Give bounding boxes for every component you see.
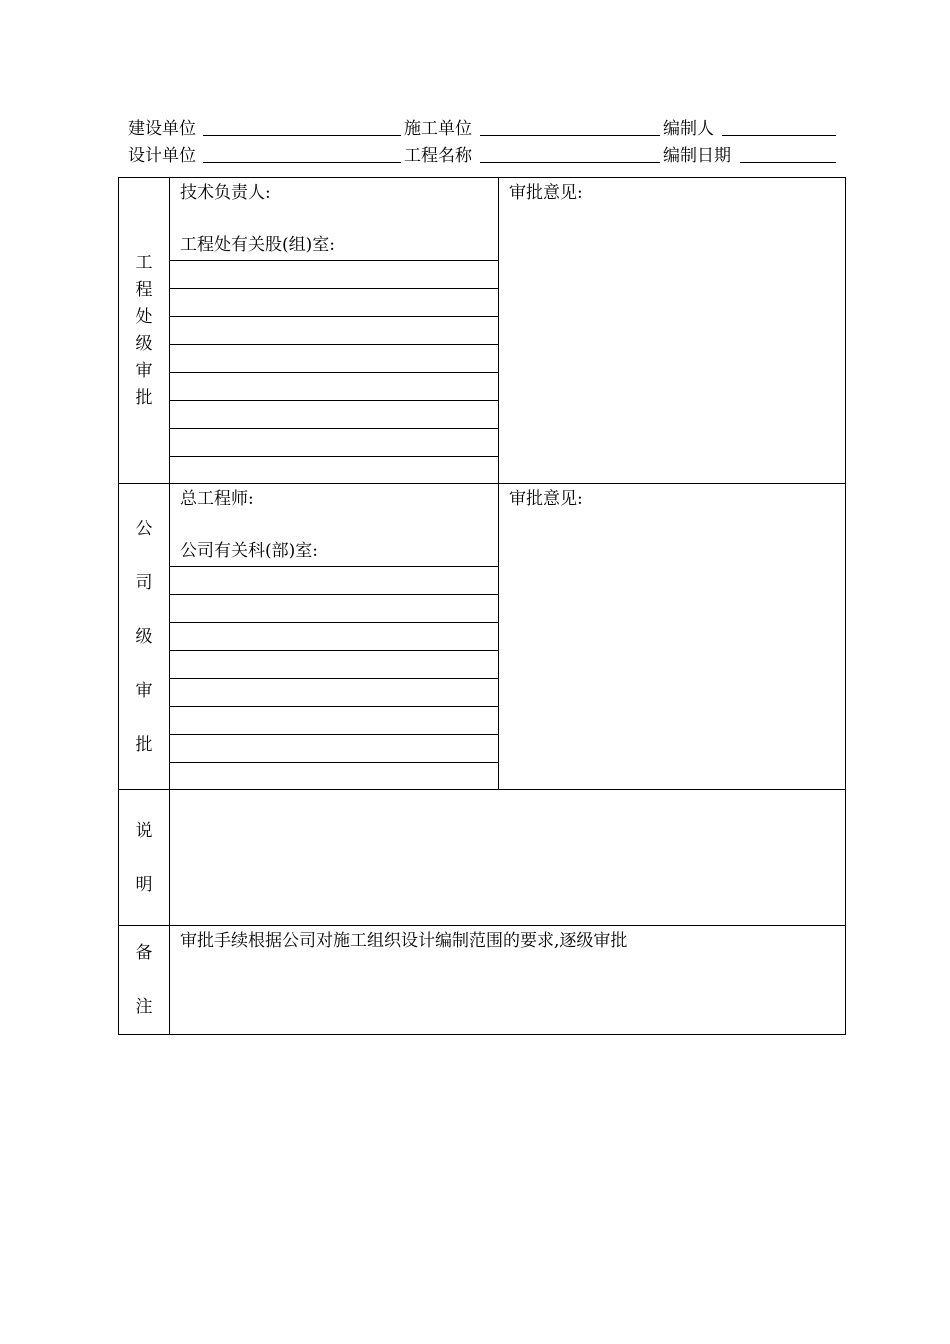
project-name-field[interactable] <box>480 162 660 163</box>
compile-date-field[interactable] <box>740 162 836 163</box>
compiler-label: 编制人 <box>663 119 714 139</box>
design-unit-label: 设计单位 <box>128 146 196 166</box>
side-char: 公 <box>135 518 153 539</box>
side-char: 审 <box>135 680 153 701</box>
contractor-label: 施工单位 <box>404 119 472 139</box>
approval-form-table <box>118 177 846 1035</box>
signature-line[interactable] <box>170 706 498 734</box>
signature-line[interactable] <box>170 344 498 372</box>
signature-line[interactable] <box>170 734 498 762</box>
side-char: 明 <box>135 874 153 895</box>
project-office-opinion-cell[interactable] <box>499 178 846 484</box>
compile-date-label: 编制日期 <box>663 146 731 166</box>
department-label: 工程处有关股(组)室: <box>180 235 335 255</box>
section-remarks <box>119 926 846 1035</box>
header-row-1 <box>128 118 838 142</box>
project-name-label: 工程名称 <box>404 146 472 166</box>
signature-line[interactable] <box>170 260 498 288</box>
side-char: 注 <box>135 997 153 1017</box>
company-approval-side-label <box>119 484 170 790</box>
signature-line[interactable] <box>170 566 498 594</box>
project-office-approval-side-label <box>119 178 170 484</box>
header-row-2 <box>128 145 838 169</box>
tech-lead-label: 技术负责人: <box>180 183 271 203</box>
remarks-side-label <box>119 926 170 1035</box>
compiler-field[interactable] <box>722 135 836 136</box>
project-office-signoff-cell <box>170 178 499 484</box>
side-char: 说 <box>135 820 153 841</box>
side-char: 程 <box>135 279 153 300</box>
construction-unit-field[interactable] <box>203 135 401 136</box>
signature-line[interactable] <box>170 762 498 789</box>
department-label: 公司有关科(部)室: <box>180 541 318 561</box>
side-char: 处 <box>135 306 153 327</box>
explanation-content-cell[interactable] <box>170 790 846 926</box>
section-project-office-approval <box>119 178 846 484</box>
contractor-field[interactable] <box>480 135 660 136</box>
signature-line[interactable] <box>170 456 498 483</box>
section-company-approval <box>119 484 846 790</box>
side-char: 工 <box>135 252 153 273</box>
side-char: 备 <box>135 943 153 963</box>
signature-line[interactable] <box>170 400 498 428</box>
side-char: 批 <box>135 387 153 408</box>
company-signoff-cell <box>170 484 499 790</box>
signature-line[interactable] <box>170 622 498 650</box>
side-char: 批 <box>135 734 153 755</box>
section-explanation <box>119 790 846 926</box>
opinion-label: 审批意见: <box>509 183 583 203</box>
side-char: 级 <box>135 333 153 354</box>
side-char: 司 <box>135 572 153 593</box>
signature-line[interactable] <box>170 594 498 622</box>
signature-line[interactable] <box>170 288 498 316</box>
signature-line[interactable] <box>170 678 498 706</box>
remarks-content-cell <box>170 926 846 1035</box>
chief-engineer-label: 总工程师: <box>180 489 254 509</box>
side-char: 级 <box>135 626 153 647</box>
construction-unit-label: 建设单位 <box>128 119 196 139</box>
company-opinion-cell[interactable] <box>499 484 846 790</box>
side-char: 审 <box>135 360 153 381</box>
design-unit-field[interactable] <box>203 162 401 163</box>
signature-line[interactable] <box>170 428 498 456</box>
signature-line[interactable] <box>170 316 498 344</box>
opinion-label: 审批意见: <box>509 489 583 509</box>
signature-line[interactable] <box>170 372 498 400</box>
signature-line[interactable] <box>170 650 498 678</box>
explanation-side-label <box>119 790 170 926</box>
remarks-text: 审批手续根据公司对施工组织设计编制范围的要求,逐级审批 <box>180 931 628 951</box>
